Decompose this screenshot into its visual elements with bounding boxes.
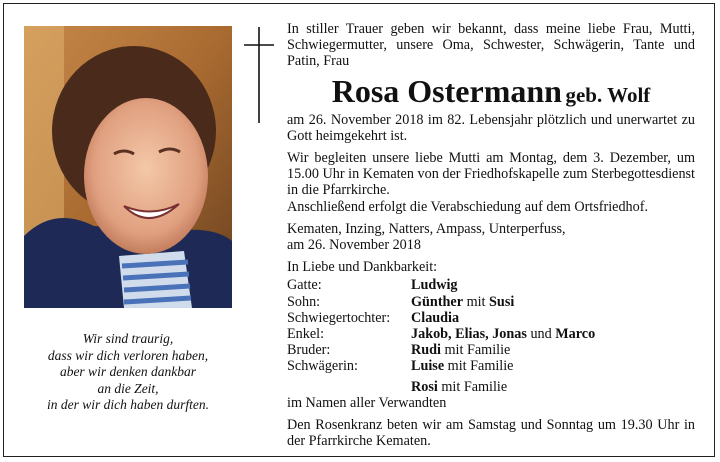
relative-role: Schwiegertochter: (287, 309, 391, 326)
birth-name: geb. Wolf (565, 82, 651, 107)
relative-role: Schwägerin: (287, 358, 358, 375)
relative-row (287, 277, 695, 293)
relative-role: Enkel: (287, 326, 325, 343)
poem-line: Wir sind traurig, (82, 331, 174, 346)
relative-suffix: mit Familie (437, 378, 508, 395)
relative-row (287, 342, 695, 358)
relative-names: Luise (411, 358, 445, 375)
relative-row (287, 358, 695, 374)
funeral-text: Wir begleiten unsere liebe Mutti am Montag, dem 3. Dezember, um 15.00 Uhr in Kematen von der Friedhofskapelle zum Sterbegottesdienst in die Pfarrkirche. (287, 150, 695, 199)
deceased-name-line (287, 73, 695, 109)
relative-names-2: Susi (489, 293, 515, 310)
poem-line: dass wir dich verloren haben, (47, 347, 209, 363)
relative-role: Bruder: (287, 342, 331, 359)
relative-row (287, 379, 695, 395)
intro-text: In stiller Trauer geben wir bekannt, dass meine liebe Frau, Mutti, Schwiegermutter, unsere Oma, Schwester, Schwägerin, Tante und Patin, Frau (287, 21, 695, 70)
cross-icon (243, 25, 275, 125)
poem-line: in der wir dich haben durften. (47, 397, 209, 413)
places: Kematen, Inzing, Natters, Ampass, Unterperfuss, (287, 220, 566, 237)
relative-names: Claudia (411, 309, 460, 326)
relative-role: Gatte: (287, 277, 322, 294)
relative-role (287, 379, 411, 395)
relative-names: Rudi (411, 342, 441, 359)
relative-role: Sohn: (287, 293, 321, 310)
deceased-name: Rosa Ostermann (331, 72, 562, 109)
rosary-text: Den Rosenkranz beten wir am Samstag und Sonntag um 19.30 Uhr in der Pfarrkirche Kematen. (287, 417, 695, 450)
relative-row (287, 310, 695, 326)
relative-row (287, 326, 695, 342)
relative-names: Rosi (411, 378, 438, 395)
poem-line: aber wir denken dankbar (59, 364, 197, 380)
relative-suffix: mit (463, 293, 490, 310)
death-text: am 26. November 2018 im 82. Lebensjahr plötzlich und unerwartet zu Gott heimgekehrt ist. (287, 111, 695, 144)
relative-suffix: mit Familie (444, 358, 514, 375)
on-behalf-line: im Namen aller Verwandten (287, 394, 447, 411)
relative-suffix: und (526, 326, 556, 343)
notice-date: am 26. November 2018 (287, 237, 421, 254)
poem-line: an die Zeit, (97, 380, 159, 396)
relative-names-2: Marco (555, 326, 596, 343)
gratitude-line: In Liebe und Dankbarkeit: (287, 259, 438, 276)
relative-names: Jakob, Elias, Jonas (411, 326, 527, 343)
notice-text (287, 21, 695, 449)
relative-names: Ludwig (411, 277, 458, 294)
relative-suffix: mit Familie (440, 342, 511, 359)
poem (18, 331, 238, 414)
farewell-text: Anschließend erfolgt die Verabschiedung auf dem Ortsfriedhof. (287, 198, 649, 215)
relative-names: Günther (411, 293, 464, 310)
relative-row (287, 294, 695, 310)
portrait-photo (24, 26, 232, 308)
